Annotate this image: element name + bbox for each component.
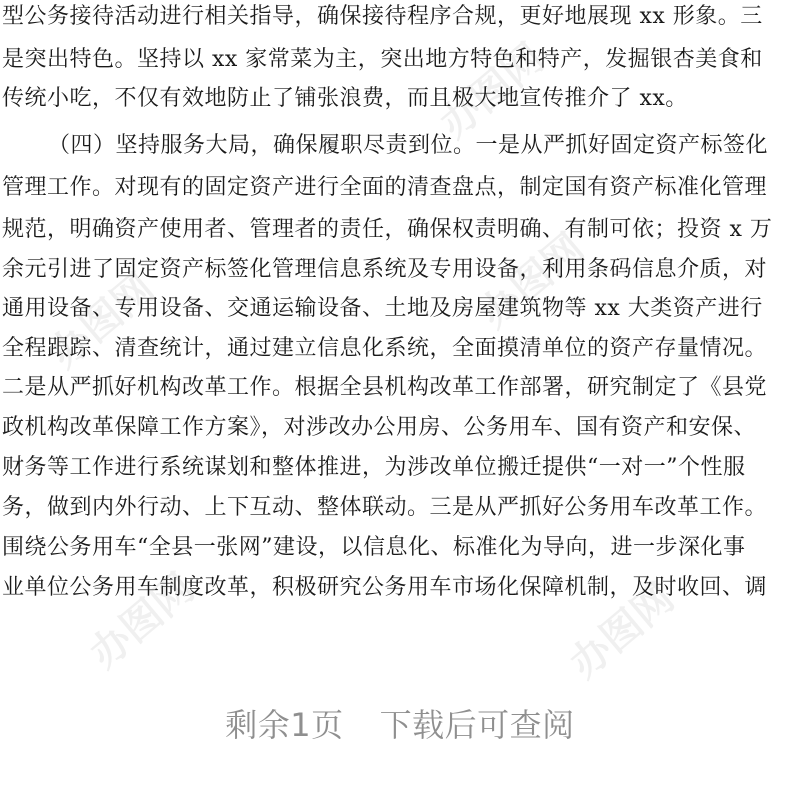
download-prompt[interactable] [0, 700, 800, 750]
paragraph-line: 余元引进了固定资产标签化管理信息系统及专用设备，利用条码信息介质，对 [2, 257, 768, 282]
watermark: 办图网 [81, 564, 203, 678]
paragraph-line: 是突出特色。坚持以 xx 家常菜为主，突出地方特色和特产，发掘银杏美食和 [2, 47, 763, 72]
paragraph-line: 务，做到内外行动、上下互动、整体联动。三是从严抓好公务用车改革工作。 [2, 495, 768, 520]
paragraph-line: 管理工作。对现有的固定资产进行全面的清查盘点，制定国有资产标准化管理 [2, 175, 768, 200]
paragraph-line: 二是从严抓好机构改革工作。根据全县机构改革工作部署，研究制定了《县党 [2, 375, 768, 400]
paragraph-line: （四）坚持服务大局，确保履职尽责到位。一是从严抓好固定资产标签化 [48, 133, 769, 158]
paragraph-line: 政机构改革保障工作方案》，对涉改办公用房、公务用车、国有资产和安保、 [2, 415, 757, 440]
remaining-pages-label: 剩余1页 [225, 706, 344, 744]
paragraph-line: 型公务接待活动进行相关指导，确保接待程序合规，更好地展现 xx 形象。三 [2, 4, 763, 29]
paragraph-line: 围绕公务用车“全县一张网”建设，以信息化、标准化为导向，进一步深化事 [2, 535, 746, 560]
paragraph-line: 通用设备、专用设备、交通运输设备、土地及房屋建筑物等 xx 大类资产进行 [2, 296, 763, 321]
watermark: 办图网 [561, 574, 683, 688]
watermark: 办图网 [471, 224, 593, 338]
paragraph-line: 财务等工作进行系统谋划和整体推进，为涉改单位搬迁提供“一对一”个性服 [2, 455, 746, 480]
paragraph-line: 传统小吃，不仅有效地防止了铺张浪费，而且极大地宣传推介了 xx。 [2, 86, 688, 111]
watermark: 办图网 [41, 264, 163, 378]
download-to-view-label[interactable]: 下载后可查阅 [379, 706, 575, 744]
paragraph-line: 全程跟踪、清查统计，通过建立信息化系统，全面摸清单位的资产存量情况。 [2, 336, 768, 361]
watermark: 办图网 [431, 34, 553, 148]
paragraph-line: 规范，明确资产使用者、管理者的责任，确保权责明确、有制可依；投资 x 万 [2, 217, 773, 242]
paragraph-line: 业单位公务用车制度改革，积极研究公务用车市场化保障机制，及时收回、调 [2, 575, 768, 600]
